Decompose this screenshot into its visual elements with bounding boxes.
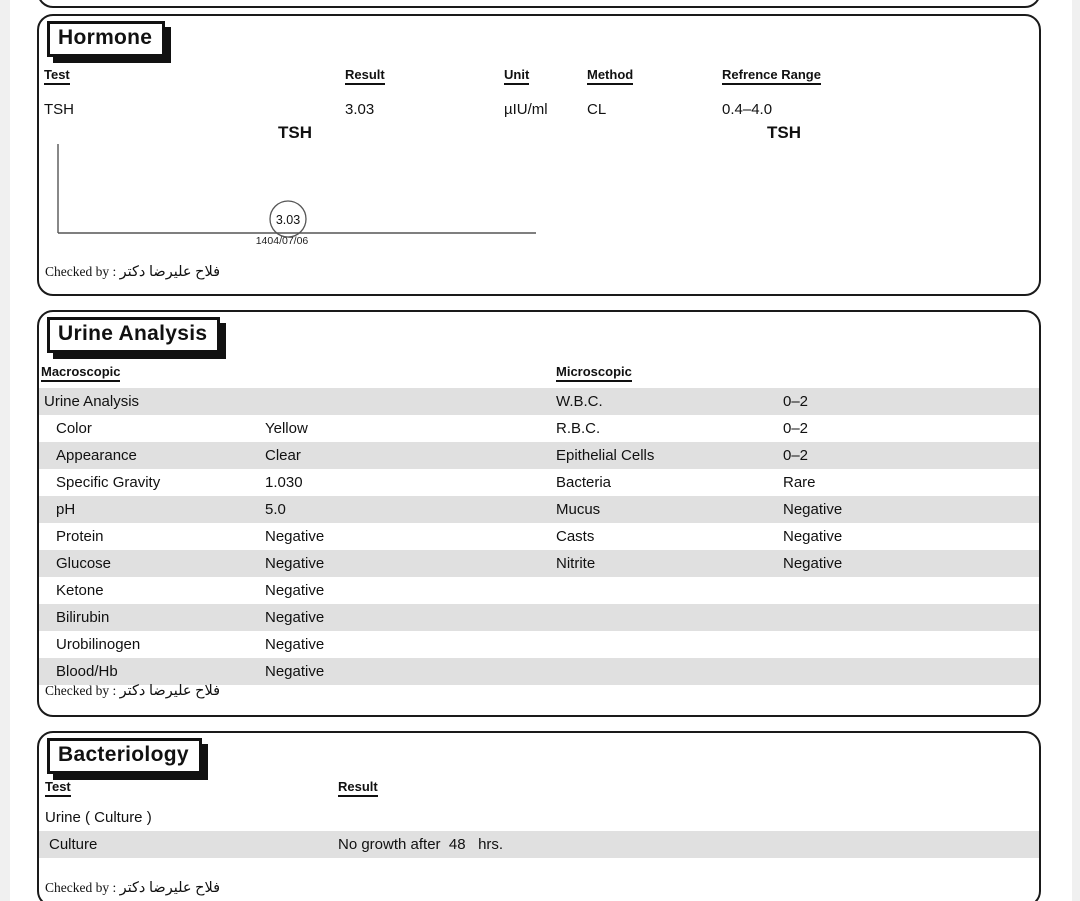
table-row xyxy=(39,415,1039,442)
checked-by-doctor-name: دکتر‎ علیرضا‎ فلاح xyxy=(119,264,221,280)
test-name: R.B.C. xyxy=(556,420,601,437)
checked-by-doctor-name: دکتر‎ علیرضا‎ فلاح xyxy=(119,683,221,699)
test-name: Color xyxy=(56,420,92,437)
urine-analysis-table xyxy=(39,388,1039,685)
test-value: Negative xyxy=(265,636,325,653)
test-name: Epithelial Cells xyxy=(556,447,655,464)
section-urine-analysis xyxy=(37,310,1041,717)
table-row xyxy=(39,469,1039,496)
test-name: Blood/Hb xyxy=(56,663,118,680)
test-value: 0–2 xyxy=(783,420,809,437)
trend-chart-title-left: TSH xyxy=(278,123,312,142)
test-result: 3.03 xyxy=(345,101,375,118)
checked-by-label: Checked by : xyxy=(45,683,117,698)
test-value: Rare xyxy=(783,474,816,491)
column-header-microscopic: Microscopic xyxy=(556,364,632,382)
column-header-test: Test xyxy=(44,67,70,85)
test-name: TSH xyxy=(44,101,74,118)
previous-section-box-edge xyxy=(37,0,1041,8)
section-title-urine-analysis: Urine Analysis xyxy=(47,317,220,353)
test-value: Negative xyxy=(783,501,843,518)
test-method: CL xyxy=(587,101,607,118)
column-header-macroscopic: Macroscopic xyxy=(41,364,120,382)
test-value: Negative xyxy=(265,609,325,626)
table-row xyxy=(39,577,1039,604)
test-name: Ketone xyxy=(56,582,104,599)
column-header-result: Result xyxy=(345,67,385,85)
test-name: Specific Gravity xyxy=(56,474,161,491)
test-value: Negative xyxy=(783,528,843,545)
column-header-result: Result xyxy=(338,779,378,797)
chart-point-date-label: 1404/07/06 xyxy=(255,235,309,247)
table-row xyxy=(39,496,1039,523)
table-row xyxy=(39,604,1039,631)
test-name: Casts xyxy=(556,528,595,545)
test-name: Urine ( Culture ) xyxy=(45,809,152,826)
trend-chart-title-right: TSH xyxy=(767,123,801,142)
column-header-test: Test xyxy=(45,779,71,797)
table-row xyxy=(39,523,1039,550)
bacteriology-table xyxy=(39,804,1039,858)
checked-by-label: Checked by : xyxy=(45,264,117,279)
test-name: W.B.C. xyxy=(556,393,603,410)
test-name: Urine Analysis xyxy=(44,393,140,410)
checked-by-line xyxy=(45,683,220,700)
table-row xyxy=(39,804,1039,831)
test-name: Urobilinogen xyxy=(56,636,141,653)
checked-by-line xyxy=(45,880,220,897)
test-name: Protein xyxy=(56,528,104,545)
test-name: Bilirubin xyxy=(56,609,110,626)
column-header-method: Method xyxy=(587,67,633,85)
test-value: 5.0 xyxy=(265,501,286,518)
test-value: Negative xyxy=(783,555,843,572)
table-row xyxy=(39,550,1039,577)
section-title-bacteriology: Bacteriology xyxy=(47,738,202,774)
test-name: Mucus xyxy=(556,501,601,518)
test-value: Clear xyxy=(265,447,301,464)
checked-by-doctor-name: دکتر‎ علیرضا‎ فلاح xyxy=(119,880,221,896)
checked-by-line xyxy=(45,264,220,281)
test-value: Negative xyxy=(265,528,325,545)
test-value: 1.030 xyxy=(265,474,303,491)
chart-point-value-label: 3.03 xyxy=(275,213,301,227)
test-name: Nitrite xyxy=(556,555,596,572)
table-row xyxy=(39,442,1039,469)
reference-range: 0.4–4.0 xyxy=(722,101,773,118)
test-name: Appearance xyxy=(56,447,137,464)
table-row xyxy=(39,658,1039,685)
test-name: Bacteria xyxy=(556,474,612,491)
section-title-hormone: Hormone xyxy=(47,21,165,57)
table-row xyxy=(39,631,1039,658)
test-name: pH xyxy=(56,501,76,518)
test-unit: µIU/ml xyxy=(504,101,548,118)
test-value: 0–2 xyxy=(783,447,809,464)
test-name: Culture xyxy=(49,836,98,853)
column-header-reference-range: Refrence Range xyxy=(722,67,821,85)
checked-by-label: Checked by : xyxy=(45,880,117,895)
test-value: Negative xyxy=(265,555,325,572)
test-value: 0–2 xyxy=(783,393,809,410)
test-value: Yellow xyxy=(265,420,308,437)
column-header-unit: Unit xyxy=(504,67,529,85)
section-bacteriology xyxy=(37,731,1041,901)
test-value: Negative xyxy=(265,582,325,599)
test-name: Glucose xyxy=(56,555,112,572)
table-row xyxy=(39,831,1039,858)
tsh-trend-chart xyxy=(39,16,1037,294)
test-value: Negative xyxy=(265,663,325,680)
section-hormone xyxy=(37,14,1041,296)
table-row xyxy=(39,388,1039,415)
test-value: No growth after 48 hrs. xyxy=(338,836,504,853)
